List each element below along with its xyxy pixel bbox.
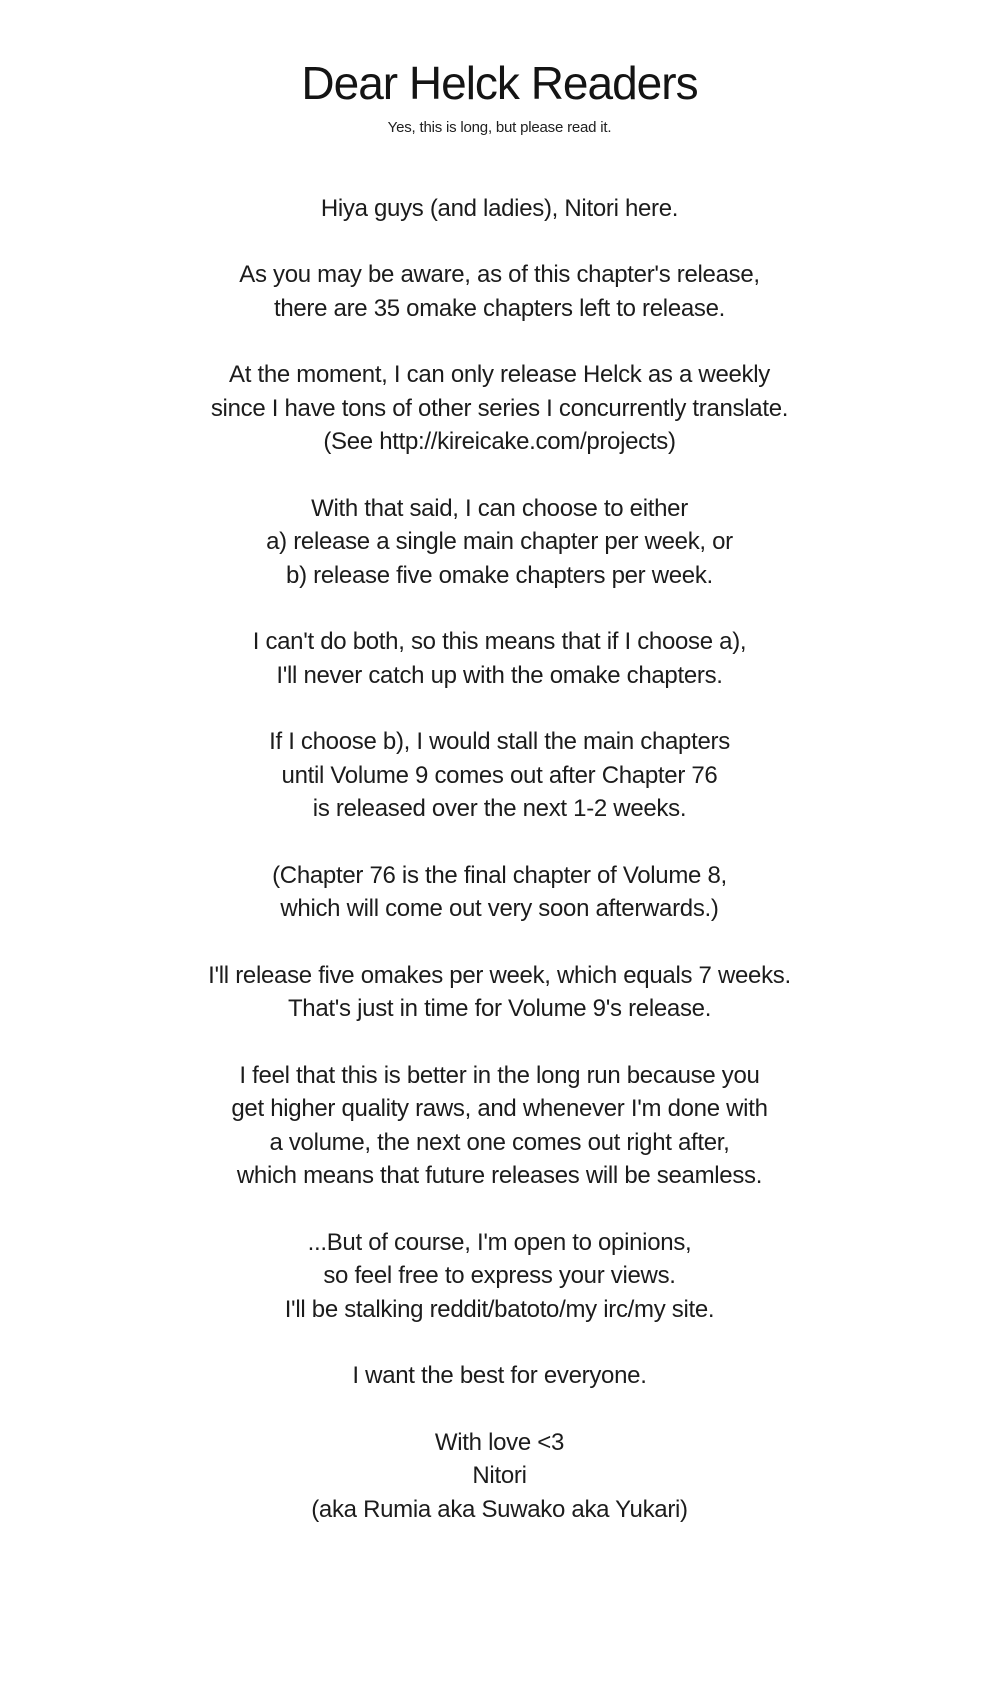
text-line: since I have tons of other series I concurrently translate. [210,394,789,422]
text-line: I want the best for everyone. [352,1362,647,1390]
text-line: (aka Rumia aka Suwako aka Yukari) [311,1495,688,1523]
text-line: until Volume 9 comes out after Chapter 76 [281,761,718,789]
text-line: I feel that this is better in the long run because you [239,1061,760,1089]
text-line: (See http://kireicake.com/projects) [323,428,676,456]
text-line: I can't do both, so this means that if I choose a), [252,628,747,656]
text-line: which will come out very soon afterwards.) [280,895,719,923]
text-line: I'll be stalking reddit/batoto/my irc/my site. [284,1295,715,1323]
text-line: I'll never catch up with the omake chapters. [276,661,723,689]
paragraph [0,725,999,826]
notice-body [0,192,999,1527]
page-title: Dear Helck Readers [301,57,698,109]
paragraph [0,1426,999,1527]
paragraph [0,192,999,226]
text-line: Hiya guys (and ladies), Nitori here. [320,194,679,222]
text-line: b) release five omake chapters per week. [286,561,713,589]
text-line: there are 35 omake chapters left to release. [273,294,726,322]
text-line: which means that future releases will be seamless. [236,1162,763,1190]
text-line: a volume, the next one comes out right after, [269,1128,730,1156]
text-line: a) release a single main chapter per week, or [266,528,733,556]
page-subtitle: Yes, this is long, but please read it. [387,118,612,136]
paragraph [0,859,999,926]
paragraph [0,625,999,692]
text-line: That's just in time for Volume 9's release. [287,995,712,1023]
paragraph [0,1226,999,1327]
text-line: ...But of course, I'm open to opinions, [307,1228,692,1256]
text-line: At the moment, I can only release Helck as a weekly [229,361,770,389]
text-line: With that said, I can choose to either [311,494,688,522]
paragraph [0,358,999,459]
paragraph [0,492,999,593]
text-line: If I choose b), I would stall the main chapters [269,728,730,756]
paragraph [0,1359,999,1393]
text-line: (Chapter 76 is the final chapter of Volume 8, [272,861,727,889]
paragraph [0,959,999,1026]
text-line: With love <3 [434,1428,565,1456]
paragraph [0,258,999,325]
text-line: As you may be aware, as of this chapter's release, [239,261,760,289]
text-line: get higher quality raws, and whenever I'm done with [231,1095,768,1123]
text-line: Nitori [472,1462,527,1490]
text-line: so feel free to express your views. [323,1262,676,1290]
text-line: I'll release five omakes per week, which equals 7 weeks. [208,961,791,989]
text-line: is released over the next 1-2 weeks. [312,795,687,823]
paragraph [0,1059,999,1193]
